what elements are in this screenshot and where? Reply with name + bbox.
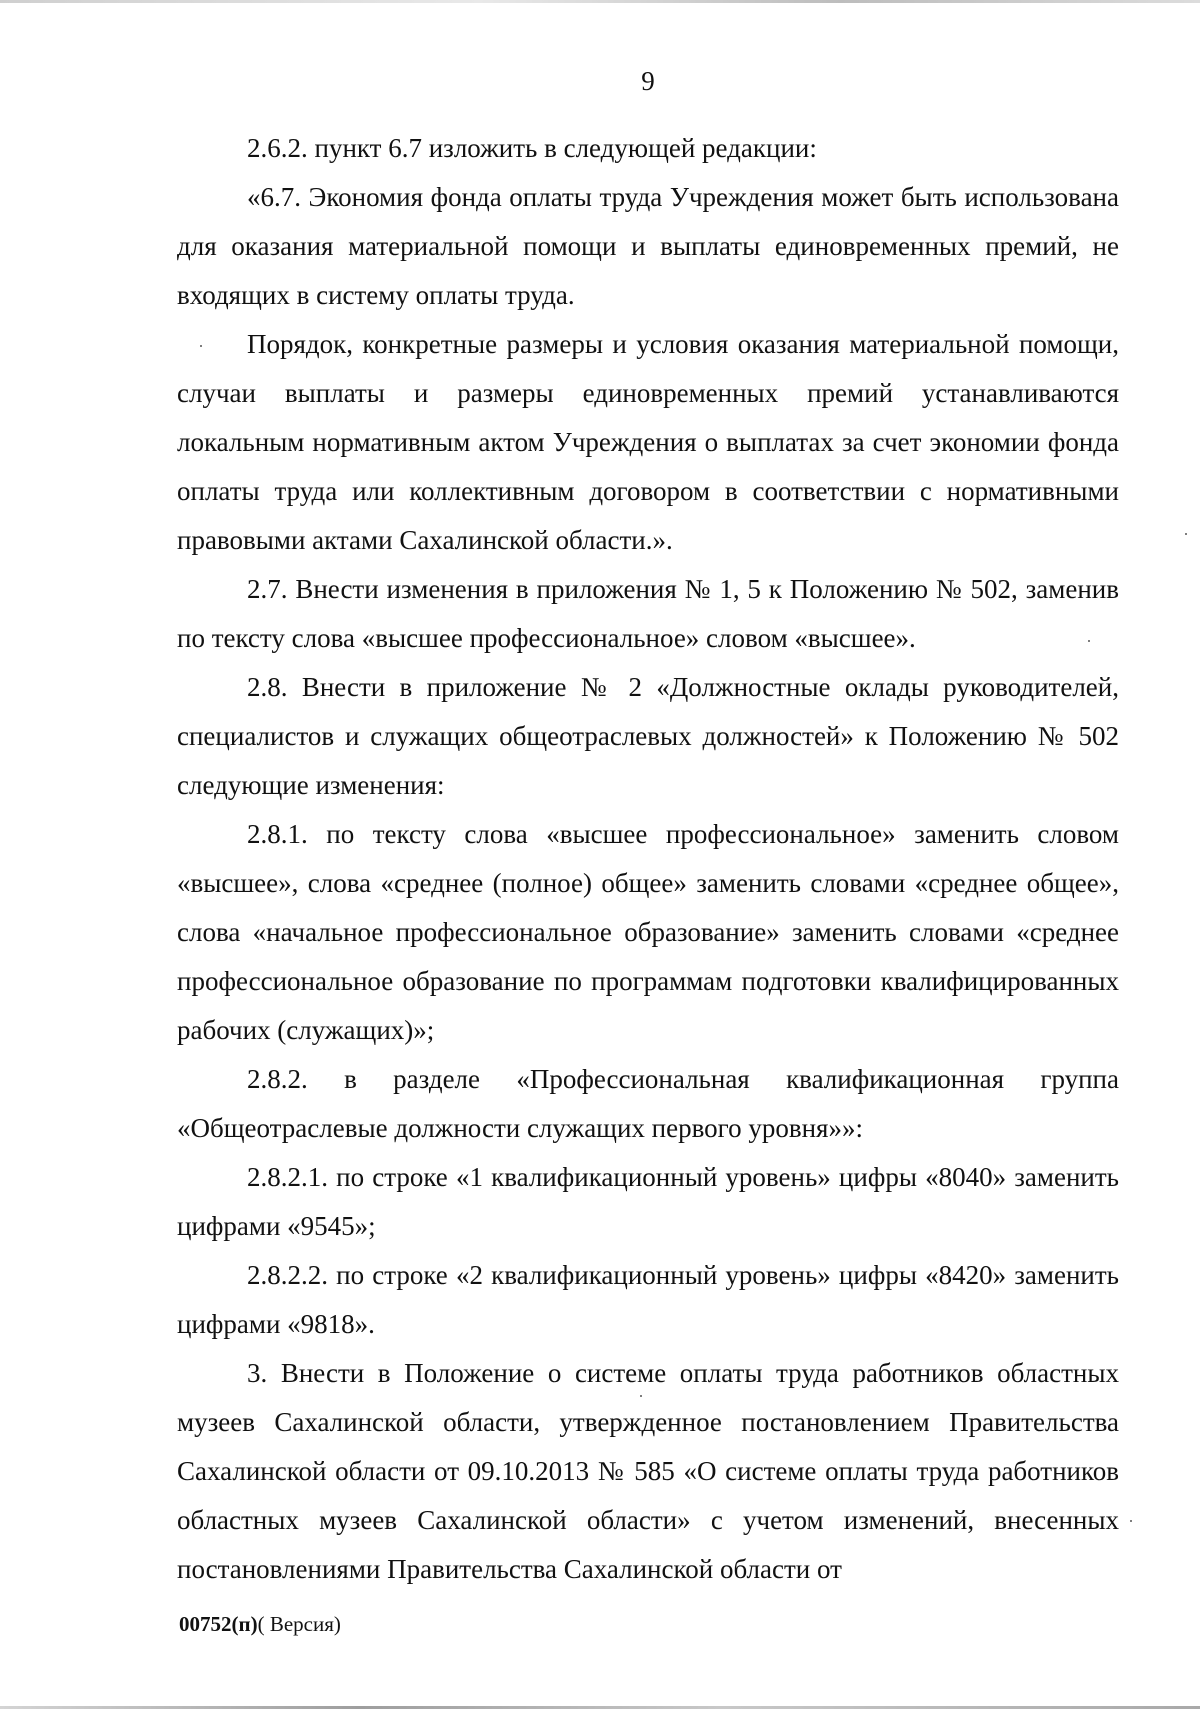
paragraph-3: 3. Внести в Положение о системе оплаты труда работников областных музеев Сахалинской области, утвержденное постановлением Правительства Сахалинской области от 09.10.2013 № 585 «О системе оплаты труда работников областных музеев Сахалинской области» с учетом изменений, внесенных постановлениями Правительства Сахалинской области от <box>177 1358 1119 1584</box>
document-version: ( Версия) <box>257 1612 341 1636</box>
scan-speck <box>1088 640 1090 642</box>
scan-speck <box>1130 1520 1132 1522</box>
document-code <box>179 1609 341 1639</box>
paragraph-2-8-2: 2.8.2. в разделе «Профессиональная квалификационная группа «Общеотраслевые должности служащих первого уровня»»: <box>177 1064 1119 1143</box>
scan-edge-bottom <box>0 1706 1200 1709</box>
document-code-number: 00752(п) <box>179 1612 258 1636</box>
paragraph-6-7: «6.7. Экономия фонда оплаты труда Учреждения может быть использована для оказания материальной помощи и выплаты единовременных премий, не входящих в систему оплаты труда. <box>177 182 1119 310</box>
paragraph-order: Порядок, конкретные размеры и условия оказания материальной помощи, случаи выплаты и размеры единовременных премий устанавливаются локальным нормативным актом Учреждения о выплатах за счет экономии фонда оплаты труда или коллективным договором в соответствии с нормативными правовыми актами Сахалинской области.». <box>177 329 1119 555</box>
document-body <box>177 124 1119 1594</box>
scan-speck <box>1185 533 1187 535</box>
paragraph-2-7: 2.7. Внести изменения в приложения № 1, 5 к Положению № 502, заменив по тексту слова «высшее профессиональное» словом «высшее». <box>177 574 1119 653</box>
scan-speck <box>200 345 202 347</box>
paragraph-2-8-1: 2.8.1. по тексту слова «высшее профессиональное» заменить словом «высшее», слова «среднее (полное) общее» заменить словами «среднее общее», слова «начальное профессиональное образование» заменить словами «среднее профессиональное образование по программам подготовки квалифицированных рабочих (служащих)»; <box>177 819 1119 1045</box>
paragraph-2-8-2-1: 2.8.2.1. по строке «1 квалификационный уровень» цифры «8040» заменить цифрами «9545»; <box>177 1162 1119 1241</box>
paragraph-2-8: 2.8. Внести в приложение № 2 «Должностные оклады руководителей, специалистов и служащих общеотраслевых должностей» к Положению № 502 следующие изменения: <box>177 672 1119 800</box>
page-number: 9 <box>641 66 655 96</box>
scan-speck <box>640 1395 642 1397</box>
paragraph-2-8-2-2: 2.8.2.2. по строке «2 квалификационный уровень» цифры «8420» заменить цифрами «9818». <box>177 1260 1119 1339</box>
scan-edge-top <box>0 0 1200 3</box>
paragraph-2-6-2: 2.6.2. пункт 6.7 изложить в следующей редакции: <box>247 133 817 163</box>
